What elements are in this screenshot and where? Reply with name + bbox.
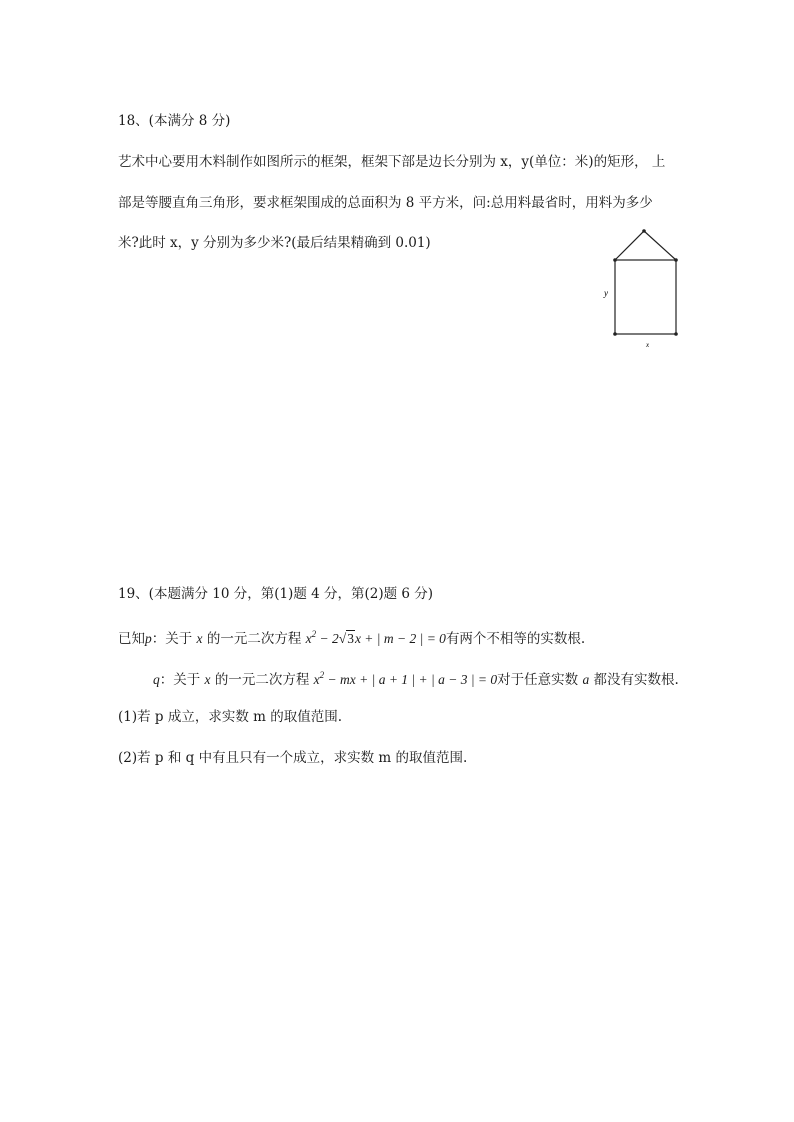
q19-condition-p: 已知p：关于 x 的一元二次方程 $x^2 - 2√3x$ + | m − 2 | = 0有两个不相等的实数根. <box>118 629 586 647</box>
frame-diagram <box>615 231 676 334</box>
q19-header: 19、(本题满分 10 分，第(1)题 4 分，第(2)题 6 分) <box>118 586 434 602</box>
vertex-dot <box>674 258 678 262</box>
triangle-roof <box>615 231 676 260</box>
q19-part2: (2)若 p 和 q 中有且只有一个成立，求实数 m 的取值范围. <box>118 750 468 766</box>
q19-condition-q: q：关于 x 的一元二次方程 $x^2$ − mx + | a + 1 | + | a − 3 | = 0对于任意实数 a 都没有实数根. <box>153 670 679 688</box>
vertex-dot <box>642 229 646 233</box>
label-x: x <box>646 341 650 349</box>
label-y: y <box>604 288 608 298</box>
rectangle-body <box>615 260 676 334</box>
frame-figure <box>596 224 696 354</box>
equation-p: $x^2 - 2√3x$ + | m − 2 | = 0 <box>305 629 446 646</box>
q18-text-line2: 部是等腰直角三角形，要求框架围成的总面积为 8 平方米，问:总用料最省时，用料为多少 <box>118 195 653 211</box>
q18-header: 18、(本满分 8 分) <box>118 113 231 129</box>
equation-q: $x^2$ − mx + | a + 1 | + | a − 3 | = 0 <box>313 670 498 687</box>
vertex-dot <box>613 258 617 262</box>
vertex-dot <box>674 332 678 336</box>
vertex-dot <box>613 332 617 336</box>
q19-part1: (1)若 p 成立，求实数 m 的取值范围. <box>118 709 343 725</box>
q18-text-line1: 艺术中心要用木料制作如图所示的框架，框架下部是边长分别为 x，y(单位：米)的矩形， 上 <box>118 154 666 170</box>
q18-text-line3: 米?此时 x，y 分别为多少米?(最后结果精确到 0.01) <box>118 235 431 251</box>
